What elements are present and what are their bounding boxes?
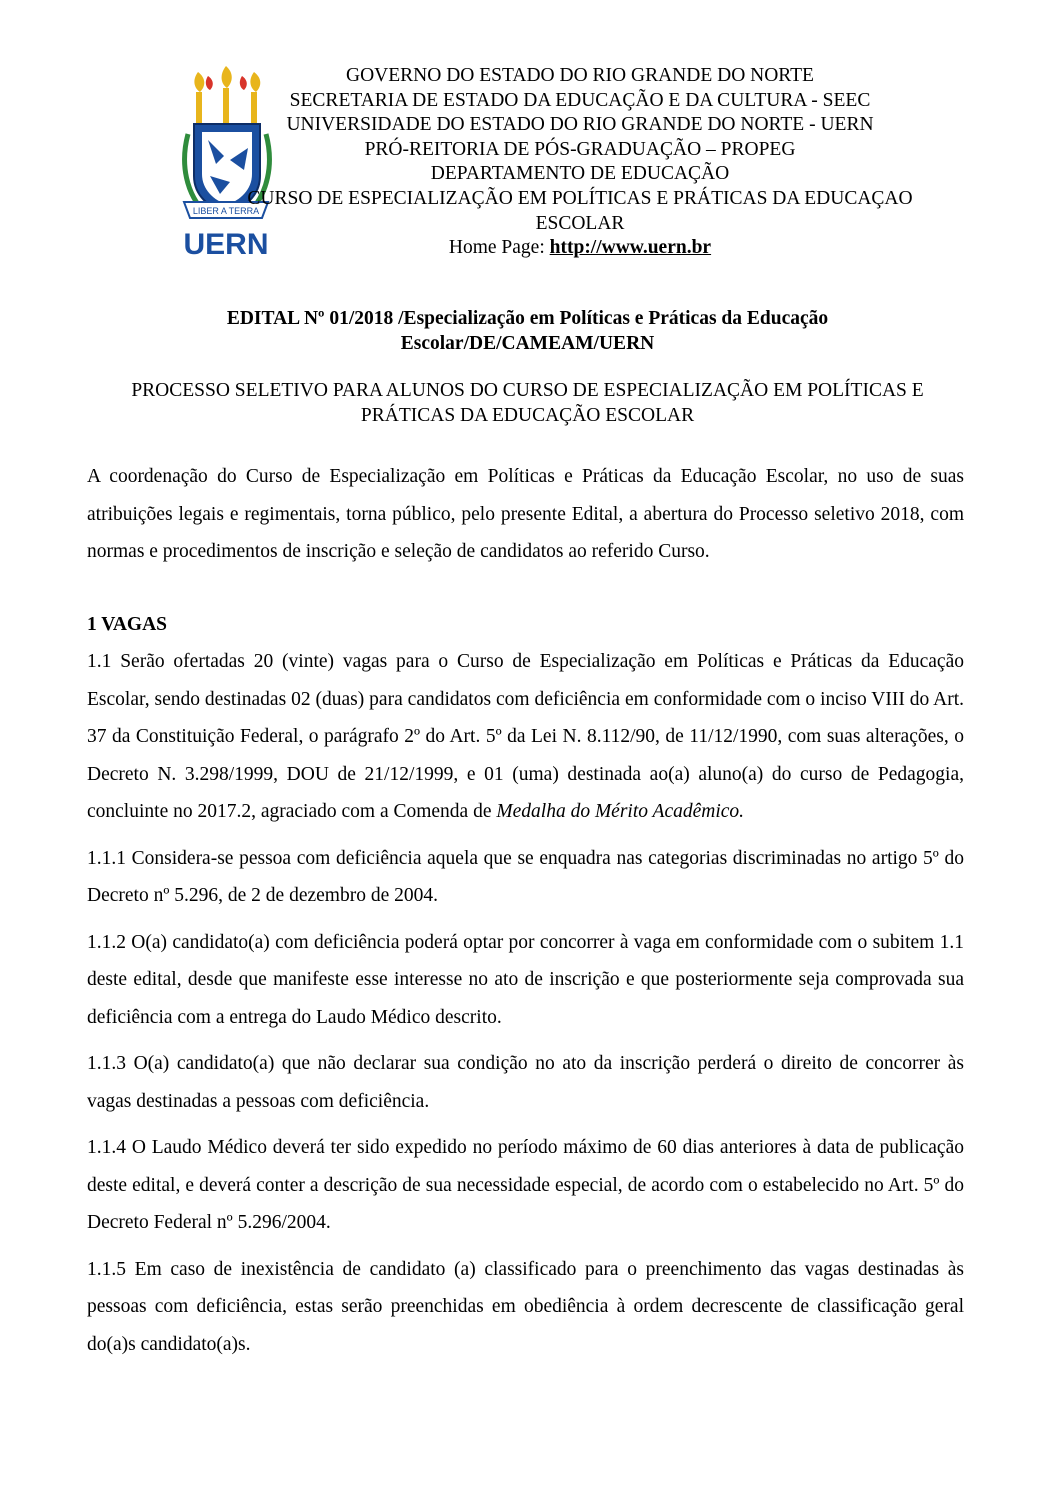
document-header — [160, 64, 1000, 261]
edital-title — [80, 307, 975, 356]
logo-ribbon-text: LIBER A TERRA — [192, 206, 260, 216]
logo-text: UERN — [183, 228, 269, 260]
header-line: GOVERNO DO ESTADO DO RIO GRANDE DO NORTE — [346, 65, 814, 86]
header-line: UNIVERSIDADE DO ESTADO DO RIO GRANDE DO NORTE - UERN — [286, 114, 874, 136]
intro-paragraph: A coordenação do Curso de Especialização em Políticas e Práticas da Educação Escolar, no uso de suas atribuições legais e regimentais, torna público, pelo presente Edital, a abertura do Processo seletivo 2018, com normas e procedimentos de inscrição e seleção de candidatos ao referido Curso. — [87, 466, 964, 562]
header-line: PRÓ-REITORIA DE PÓS-GRADUAÇÃO – PROPEG — [364, 138, 796, 160]
paragraph-1-1-1: 1.1.1 Considera-se pessoa com deficiência aquela que se enquadra nas categorias discriminadas no artigo 5º do Decreto nº 5.296, de 2 de dezembro de 2004. — [87, 847, 964, 906]
edital-title-line: Escolar/DE/CAMEAM/UERN — [400, 332, 655, 354]
paragraph-1-1-2: 1.1.2 O(a) candidato(a) com deficiência poderá optar por concorrer à vaga em conformidade com o subitem 1.1 deste edital, desde que manifeste esse interesse no ato de inscrição e que posteriormente seja comprovada sua deficiência com a entrega do Laudo Médico descrito. — [87, 931, 964, 1028]
header-line: ESCOLAR — [535, 212, 625, 234]
process-title-line: PROCESSO SELETIVO PARA ALUNOS DO CURSO DE ESPECIALIZAÇÃO EM POLÍTICAS E — [131, 380, 924, 401]
paragraph-1-1 — [87, 643, 964, 831]
paragraph-1-1-italic: Medalha do Mérito Acadêmico. — [496, 801, 745, 822]
process-title-line: PRÁTICAS DA EDUCAÇÃO ESCOLAR — [360, 404, 695, 426]
homepage-label: Home Page: — [448, 237, 550, 259]
edital-title-line: EDITAL Nº 01/2018 /Especialização em Políticas e Práticas da Educação — [226, 308, 829, 329]
paragraph-1-1-5: 1.1.5 Em caso de inexistência de candidato (a) classificado para o preenchimento das vagas destinadas às pessoas com deficiência, estas serão preenchidas em obediência à ordem decrescente de classificação geral do(a)s candidato(a)s. — [87, 1258, 964, 1355]
header-line: CURSO DE ESPECIALIZAÇÃO EM POLÍTICAS E PRÁTICAS DA EDUCAÇAO — [247, 187, 913, 209]
homepage-link[interactable]: http://www.uern.br — [549, 237, 712, 259]
header-line: SECRETARIA DE ESTADO DA EDUCAÇÃO E DA CULTURA - SEEC — [289, 89, 871, 111]
intro-section — [87, 458, 964, 571]
section-body — [87, 643, 964, 1372]
paragraph-1-1-text: 1.1 Serão ofertadas 20 (vinte) vagas para o Curso de Especialização em Políticas e Práticas da Educação Escolar, sendo destinadas 02 (duas) para candidatos com deficiência em conformidade com o inciso VIII do Art. 37 da Constituição Federal, o parágrafo 2º do Art. 5º da Lei N. 8.112/90, de 11/12/1990, com suas alterações, o Decreto N. 3.298/1999, DOU de 21/12/1999, e 01 (uma) destinada ao(a) aluno(a) do curso de Pedagogia, concluinte no 2017.2, agraciado com a Comenda de — [87, 651, 964, 822]
paragraph-1-1-4: 1.1.4 O Laudo Médico deverá ter sido expedido no período máximo de 60 dias anteriores à data de publicação deste edital, e deverá conter a descrição de sua necessidade especial, de acordo com o estabelecido no Art. 5º do Decreto Federal nº 5.296/2004. — [87, 1137, 964, 1233]
homepage-line — [160, 236, 1000, 261]
process-title — [80, 379, 975, 428]
paragraph-1-1-3: 1.1.3 O(a) candidato(a) que não declarar sua condição no ato da inscrição perderá o direito de concorrer às vagas destinadas a pessoas com deficiência. — [87, 1053, 964, 1112]
header-line: DEPARTAMENTO DE EDUCAÇÃO — [430, 163, 730, 185]
section-title: 1 VAGAS — [87, 614, 168, 635]
